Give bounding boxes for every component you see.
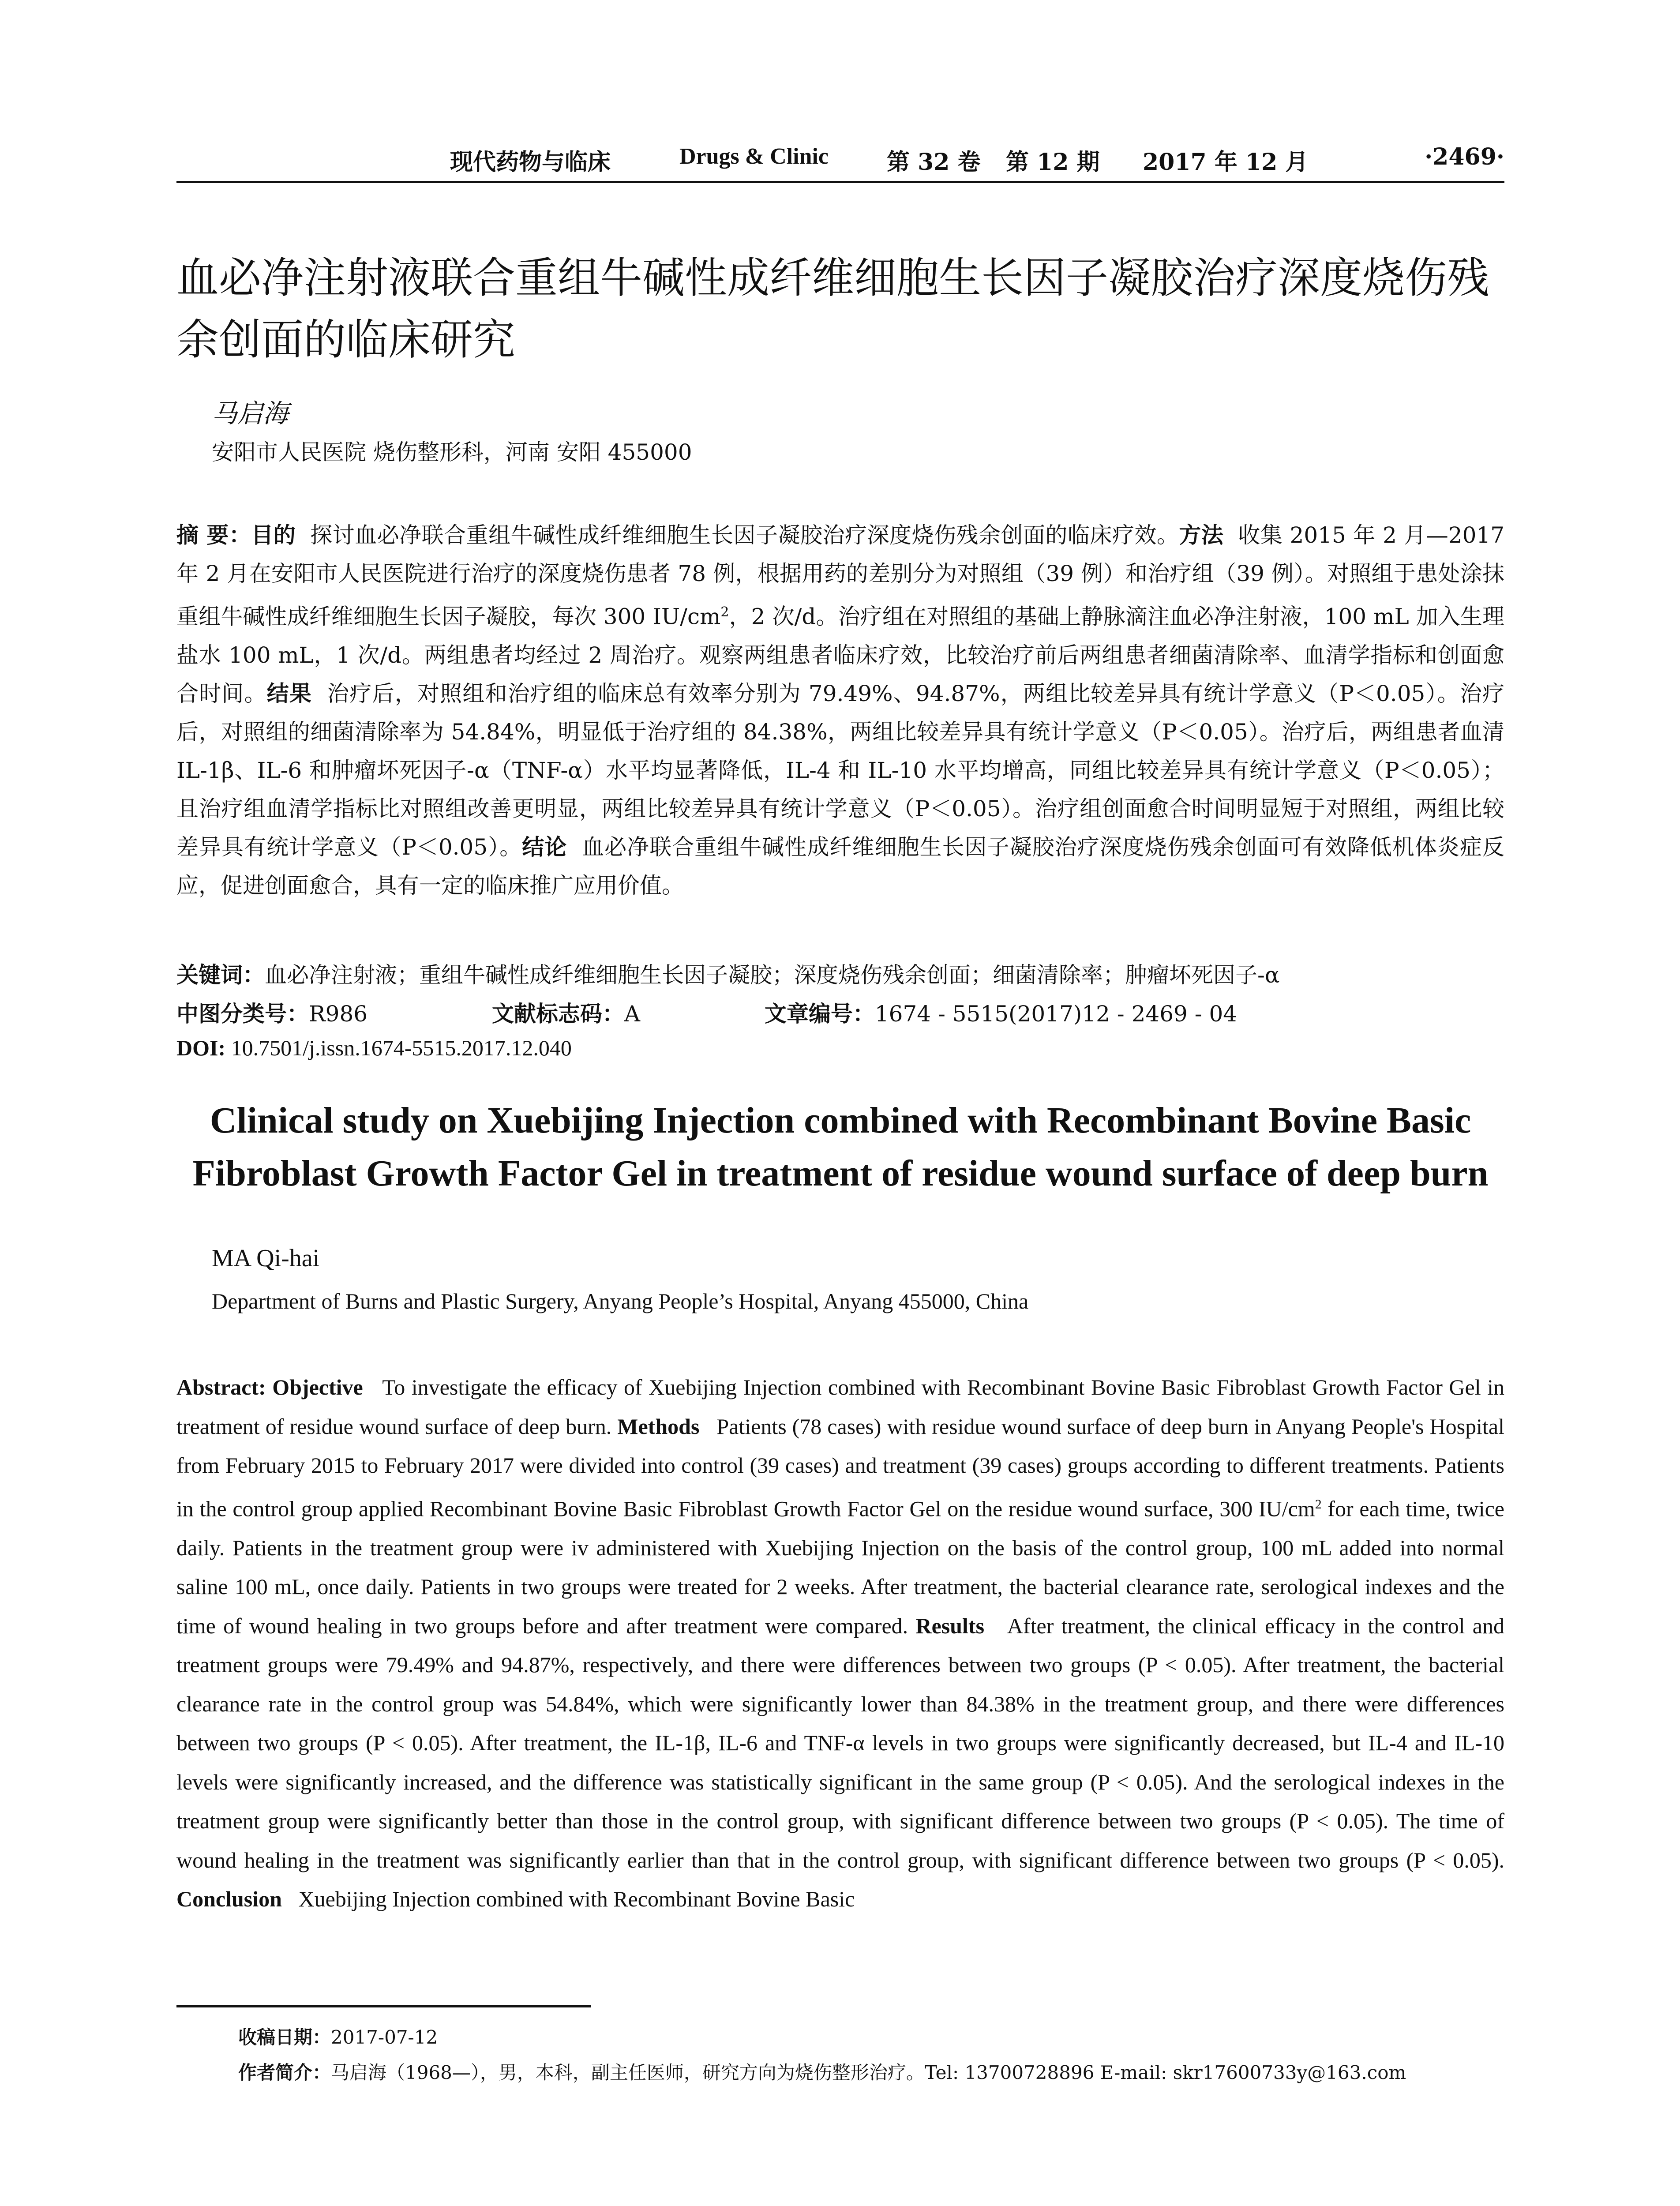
doi-value: 10.7501/j.issn.1674-5515.2017.12.040	[231, 1035, 572, 1060]
title-cn: 血必净注射液联合重组牛碱性成纤维细胞生长因子凝胶治疗深度烧伤残余创面的临床研究	[176, 253, 1489, 364]
clc-value: R986	[309, 1001, 368, 1027]
methods-en-a: Patients (78 cases) with residue wound surface of deep burn in Anyang People's Hospital from February 2015 to February 2017 were divided into control (39 cases) and treatment (39 cases) groups according to different treatments. Patients in the control group applied Recombinant Bovine Basic Fibroblast Growth Factor Gel on the residue wound surface, 300 IU/cm	[176, 1414, 1504, 1521]
author-bio-label: 作者简介：	[238, 2062, 331, 2083]
conclusion-label-cn: 结论	[522, 834, 567, 860]
methods-label-en: Methods	[617, 1414, 700, 1439]
title-en: Clinical study on Xuebijing Injection combined with Recombinant Bovine Basic Fibroblast Growth Factor Gel in treatment of residue wound surface of deep burn	[192, 1100, 1489, 1194]
results-cn: 治疗后，对照组和治疗组的临床总有效率分别为 79.49%、94.87%，两组比较差异具有统计学意义（P＜0.05）。治疗后，对照组的细菌清除率为 54.84%，明显低于治疗组的 84.38%，两组比较差异具有统计学意义（P＜0.05）。治疗后，两组患者血清 IL-1β、IL-6 和肿瘤坏死因子-α（TNF-α）水平均显著降低，IL-4 和 IL-10 水平均增高，同组比较差异具有统计学意义（P＜0.05）；且治疗组血清学指标比对照组改善更明显，两组比较差异具有统计学意义（P＜0.05）。治疗组创面愈合时间明显短于对照组，两组比较差异具有统计学意义（P＜0.05）。	[176, 680, 1505, 860]
methods-cn-b: ，2 次/d。治疗组在对照组的基础上静脉滴注血必净注射液，100 mL 加入生理盐水 100 mL，1 次/d。两组患者均经过 2 周治疗。观察两组患者临床疗效，比较治疗前后两组患者细菌清除率、血清学指标和创面愈合时间。	[176, 604, 1504, 706]
author-bio	[238, 2058, 1406, 2085]
conclusion-en: Xuebijing Injection combined with Recombinant Bovine Basic	[298, 1887, 855, 1912]
article-number-label: 文章编号：	[764, 1001, 875, 1027]
affiliation-en: Department of Burns and Plastic Surgery, Anyang People’s Hospital, Anyang 455000, China	[212, 1289, 1029, 1313]
affiliation-cn: 安阳市人民医院 烧伤整形科，河南 安阳 455000	[212, 439, 692, 465]
clc-label: 中图分类号：	[176, 1001, 309, 1027]
author-bio-text: 马启海（1968—），男，本科，副主任医师，研究方向为烧伤整形治疗。Tel: 13700728896 E-mail: skr17600733y@163.com	[331, 2062, 1406, 2083]
conclusion-cn: 血必净联合重组牛碱性成纤维细胞生长因子凝胶治疗深度烧伤残余创面可有效降低机体炎症反应，促进创面愈合，具有一定的临床推广应用价值。	[176, 834, 1504, 898]
abstract-label-en: Abstract: Objective	[176, 1375, 363, 1399]
keywords-cn	[176, 957, 1280, 989]
doi-label: DOI:	[176, 1035, 226, 1060]
abstract-en	[176, 1368, 1504, 1919]
objective-cn: 探讨血必净联合重组牛碱性成纤维细胞生长因子凝胶治疗深度烧伤残余创面的临床疗效。	[310, 522, 1179, 548]
author-en: MA Qi-hai	[212, 1245, 320, 1272]
abstract-label-cn: 摘 要：	[176, 522, 251, 548]
keywords-text: 血必净注射液；重组牛碱性成纤维细胞生长因子凝胶；深度烧伤残余创面；细菌清除率；肿瘤坏死因子-α	[265, 962, 1280, 988]
journal-name-en: Drugs & Clinic	[679, 144, 829, 169]
running-header	[176, 141, 1504, 183]
conclusion-label-en: Conclusion	[176, 1887, 282, 1912]
results-en: After treatment, the clinical efficacy in the control and treatment groups were 79.49% and 94.87%, respectively, and there were differences between two groups (P < 0.05). After treatment, the bacterial clearance rate in the control group was 54.84%, which were significantly lower than 84.38% in the treatment group, and there were differences between two groups (P < 0.05). After treatment, the IL-1β, IL-6 and TNF-α levels in two groups were significantly decreased, but IL-4 and IL-10 levels were significantly increased, and the difference was statistically significant in the same group (P < 0.05). And the serological indexes in the treatment group were significantly better than those in the control group, with significant difference between two groups (P < 0.05). The time of wound healing in the treatment was significantly earlier than that in the control group, with significant difference between two groups (P < 0.05).	[176, 1613, 1505, 1872]
abstract-cn	[176, 516, 1504, 905]
methods-en-b: for each time, twice daily. Patients in the treatment group were iv administered with Xuebijing Injection on the basis of the control group, 100 mL added into normal saline 100 mL, once daily. Patients in two groups were treated for 2 weeks. After treatment, the bacterial clearance rate, serological indexes and the time of wound healing in two groups before and after treatment were compared.	[176, 1496, 1504, 1638]
received-label: 收稿日期：	[238, 2026, 331, 2048]
doccode-value: A	[624, 1001, 641, 1027]
received-value: 2017-07-12	[331, 2026, 438, 2048]
page-number: ·2469·	[1425, 143, 1504, 170]
objective-label-cn: 目的	[251, 522, 296, 548]
methods-cn-sup: 2	[720, 604, 729, 620]
received-date	[238, 2023, 438, 2049]
journal-name-cn: 现代药物与临床	[450, 149, 611, 176]
doccode-label: 文献标志码：	[491, 1001, 624, 1027]
results-label-en: Results	[915, 1613, 985, 1638]
methods-label-cn: 方法	[1179, 522, 1224, 548]
results-label-cn: 结果	[266, 680, 312, 706]
classification-line	[176, 996, 1237, 1028]
footnote-divider	[176, 2005, 591, 2007]
issue: 第 12 期	[1006, 149, 1100, 176]
methods-cn-a: 收集 2015 年 2 月—2017 年 2 月在安阳市人民医院进行治疗的深度烧伤患者 78 例，根据用药的差别分为对照组（39 例）和治疗组（39 例）。对照组于患处涂抹重组牛碱性成纤维细胞生长因子凝胶，每次 300 IU/cm	[176, 522, 1505, 630]
objective-en: To investigate the efficacy of Xuebijing Injection combined with Recombinant Bovine Basic Fibroblast Growth Factor Gel in treatment of residue wound surface of deep burn.	[176, 1375, 1505, 1439]
keywords-label: 关键词：	[176, 962, 265, 988]
doi-line	[176, 1035, 572, 1061]
author-cn: 马启海	[212, 398, 289, 428]
methods-en-sup: 2	[1315, 1497, 1322, 1512]
volume: 第 32 卷	[887, 149, 981, 176]
article-number-value: 1674 - 5515(2017)12 - 2469 - 04	[874, 1001, 1238, 1027]
issue-date: 2017 年 12 月	[1143, 149, 1309, 176]
